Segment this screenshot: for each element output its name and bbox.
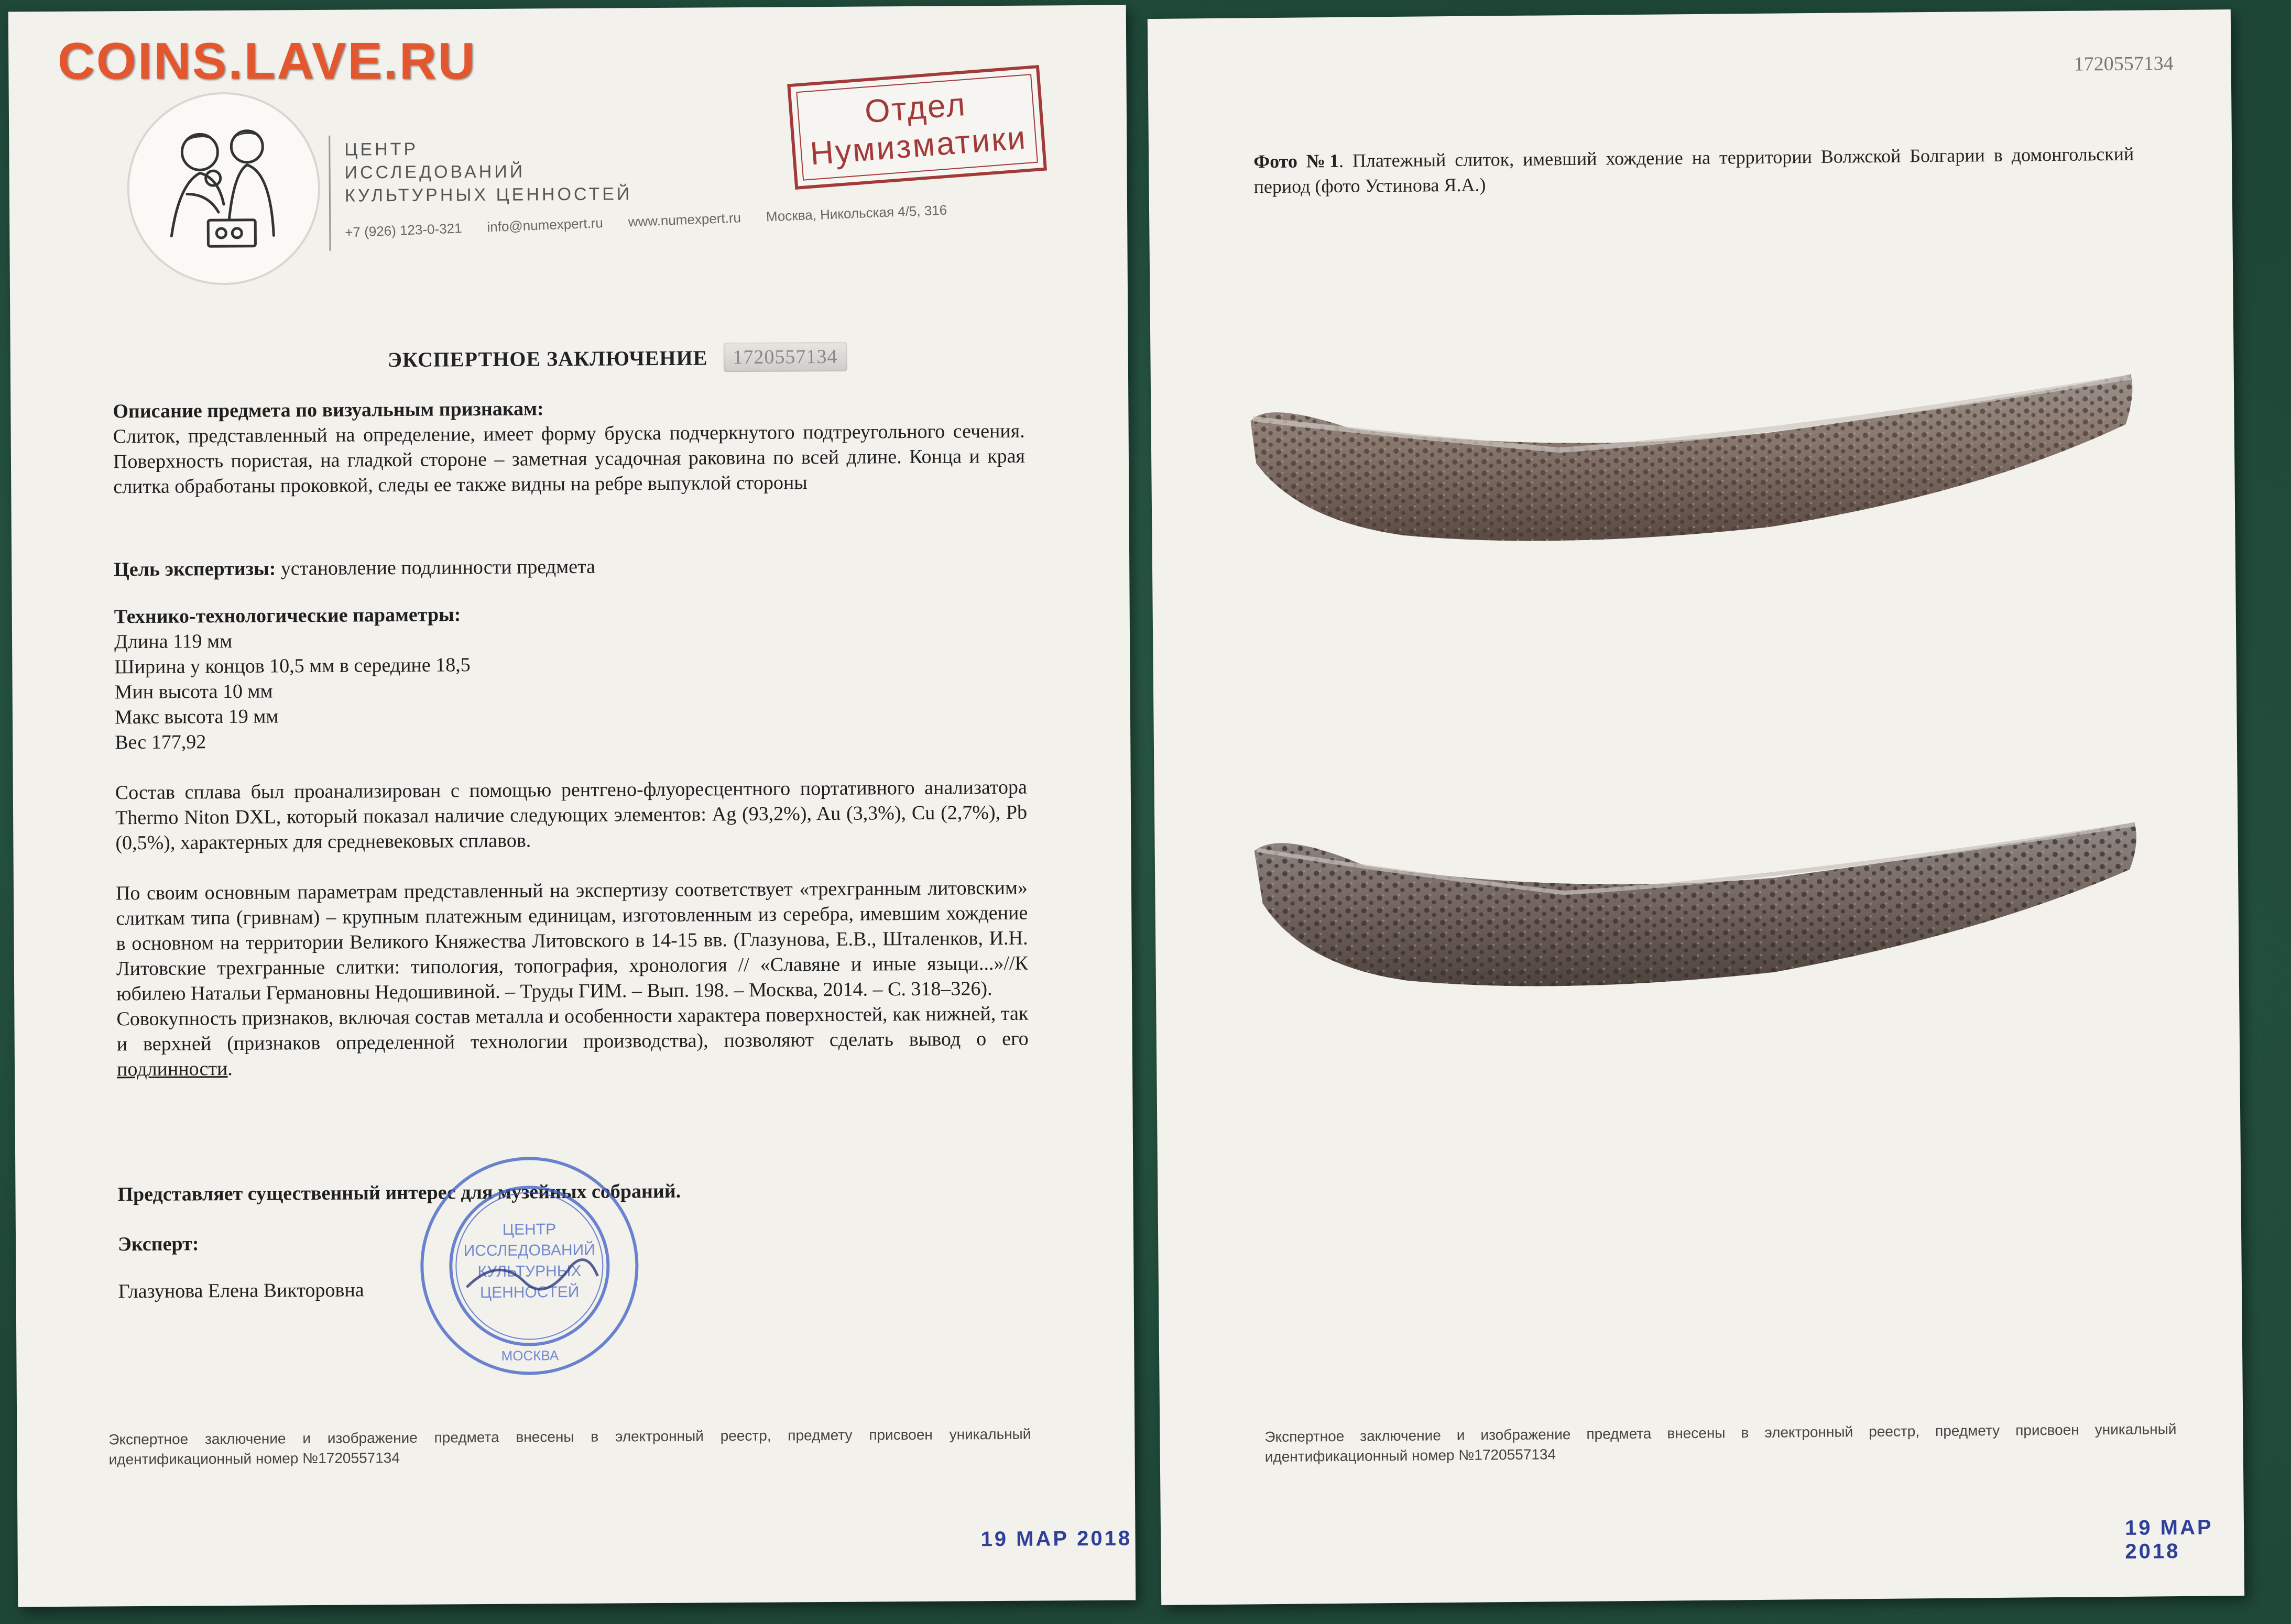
date-stamp: 19 МАР 2018: [980, 1527, 1132, 1551]
document-title: [388, 342, 847, 374]
registry-footer-note: Экспертное заключение и изображение предмета внесены в электронный реестр, предмету присвоен уникальный идентификационный номер №1720557134: [1264, 1421, 2177, 1465]
seal-text-line: КУЛЬТУРНЫХ: [477, 1262, 582, 1281]
museum-interest-text: Представляет существенный интерес для музейных собраний.: [117, 1180, 681, 1206]
site-watermark: COINS.LAVE.RU: [58, 32, 477, 90]
purpose-label: Цель экспертизы:: [114, 557, 276, 581]
header-divider: [329, 136, 331, 251]
department-stamp: [787, 65, 1047, 190]
contact-phone: +7 (926) 123-0-321: [344, 220, 463, 240]
photo-caption: [1253, 141, 2134, 200]
contact-address: Москва, Никольская 4/5, 316: [766, 202, 947, 225]
parameter-line: Вес 177,92: [115, 731, 206, 754]
parameter-line: Ширина у концов 10,5 мм в середине 18,5: [114, 654, 471, 678]
seal-text-line: ЦЕННОСТЕЙ: [479, 1283, 580, 1302]
round-seal-icon: [413, 1150, 646, 1382]
ingot-photo-bottom: [1249, 812, 2141, 1029]
purpose-section: [114, 552, 1026, 583]
parameter-line: Мин высота 10 мм: [114, 680, 273, 704]
registry-footer-note: Экспертное заключение и изображение предмета внесены в электронный реестр, предмету присвоен уникальный идентификационный номер №1720557134: [108, 1425, 1031, 1468]
summary-text-start: Совокупность признаков, включая состав металла и особенности характера поверхностей, как нижней, так и верхней (признаков определенной технологии производства), позволяют сделать вывод о его: [116, 1002, 1029, 1056]
center-name: [344, 136, 632, 207]
conclusion-section: [116, 875, 1029, 1082]
expert-conclusion-sheet: [8, 5, 1136, 1607]
center-name-line: КУЛЬТУРНЫХ ЦЕННОСТЕЙ: [344, 184, 632, 206]
seal-text-line: ИССЛЕДОВАНИЙ: [463, 1241, 595, 1260]
conclusion-text: По своим основным параметрам представленный на экспертизу соответствует «трехгранным литовским» слиткам типа (гривнам) – крупным платежным единицам, изготовленным из серебра, имевшим хождение в основном на территории Великого Княжества Литовского в 14-15 вв. (Глазунова, Е.В., Шталенков, И.Н. Литовские трехгранные слитки: типология, топография, хронология // «Славяне и иные языци...»//К юбилею Натальи Германовны Недошивиной. – Труды ГИМ. – Вып. 198. – Москва, 2014. – С. 318–326).: [115, 876, 1028, 1005]
researchers-logo-icon: [150, 115, 298, 262]
serial-hologram-label: 1720557134: [723, 342, 847, 372]
title-text: ЭКСПЕРТНОЕ ЗАКЛЮЧЕНИЕ: [387, 345, 708, 371]
photo-sheet: [1148, 9, 2244, 1605]
parameters-section: [114, 599, 1027, 755]
summary-text-end: .: [227, 1057, 233, 1080]
stamp-inner-border: [796, 74, 1038, 181]
parameter-line: Длина 119 мм: [114, 630, 233, 653]
photo-caption-label: Фото №1: [1253, 150, 1339, 172]
contact-email: info@numexpert.ru: [486, 215, 604, 235]
alloy-analysis-text: Состав сплава был проанализирован с помощью рентгено-флуоресцентного портативного анализатора Thermo Niton DXL, который показал наличие следующих элементов: Ag (93,2%), Au (3,3%), Cu (2,7%), Pb (0,5%), характерных для средневековых сплавов.: [115, 776, 1028, 854]
expert-name: Глазунова Елена Викторовна: [118, 1279, 364, 1303]
description-section: [113, 393, 1025, 500]
summary-text: [116, 1001, 1029, 1082]
seal-text-line: ЦЕНТР: [502, 1221, 557, 1238]
summary-underlined-word: подлинности: [116, 1058, 228, 1081]
center-name-line: ИССЛЕДОВАНИЙ: [344, 161, 526, 183]
seal-city: МОСКВА: [501, 1347, 559, 1364]
center-logo: [127, 92, 321, 286]
center-name-line: ЦЕНТР: [344, 139, 419, 160]
date-stamp: 19 МАР 2018: [2124, 1516, 2213, 1563]
contact-line: [345, 202, 947, 241]
parameters-heading: Технико-технологические параметры:: [114, 603, 461, 628]
description-heading: Описание предмета по визуальным признакам:: [113, 398, 544, 423]
department-stamp-line: Отдел: [863, 86, 968, 130]
department-stamp-line: Нумизматики: [809, 119, 1028, 172]
purpose-text: установление подлинности предмета: [276, 555, 596, 580]
parameter-line: Макс высота 19 мм: [114, 705, 279, 729]
expert-label: Эксперт:: [117, 1233, 199, 1256]
photo-caption-text: . Платежный слиток, имевший хождение на территории Волжской Болгарии в домонгольский период (фото Устинова Я.А.): [1253, 143, 2134, 197]
ingot-photo-top: [1245, 372, 2137, 589]
serial-number: 1720557134: [2074, 52, 2174, 75]
description-text: Слиток, представленный на определение, имеет форму бруска подчеркнутого подтреугольного сечения. Поверхность пористая, на гладкой стороне – заметная усадочная раковина по всей длине. Конца и края слитка обработаны проковкой, следы ее также видны на ребре выпуклой стороны: [113, 420, 1026, 498]
contact-website: www.numexpert.ru: [628, 210, 741, 230]
